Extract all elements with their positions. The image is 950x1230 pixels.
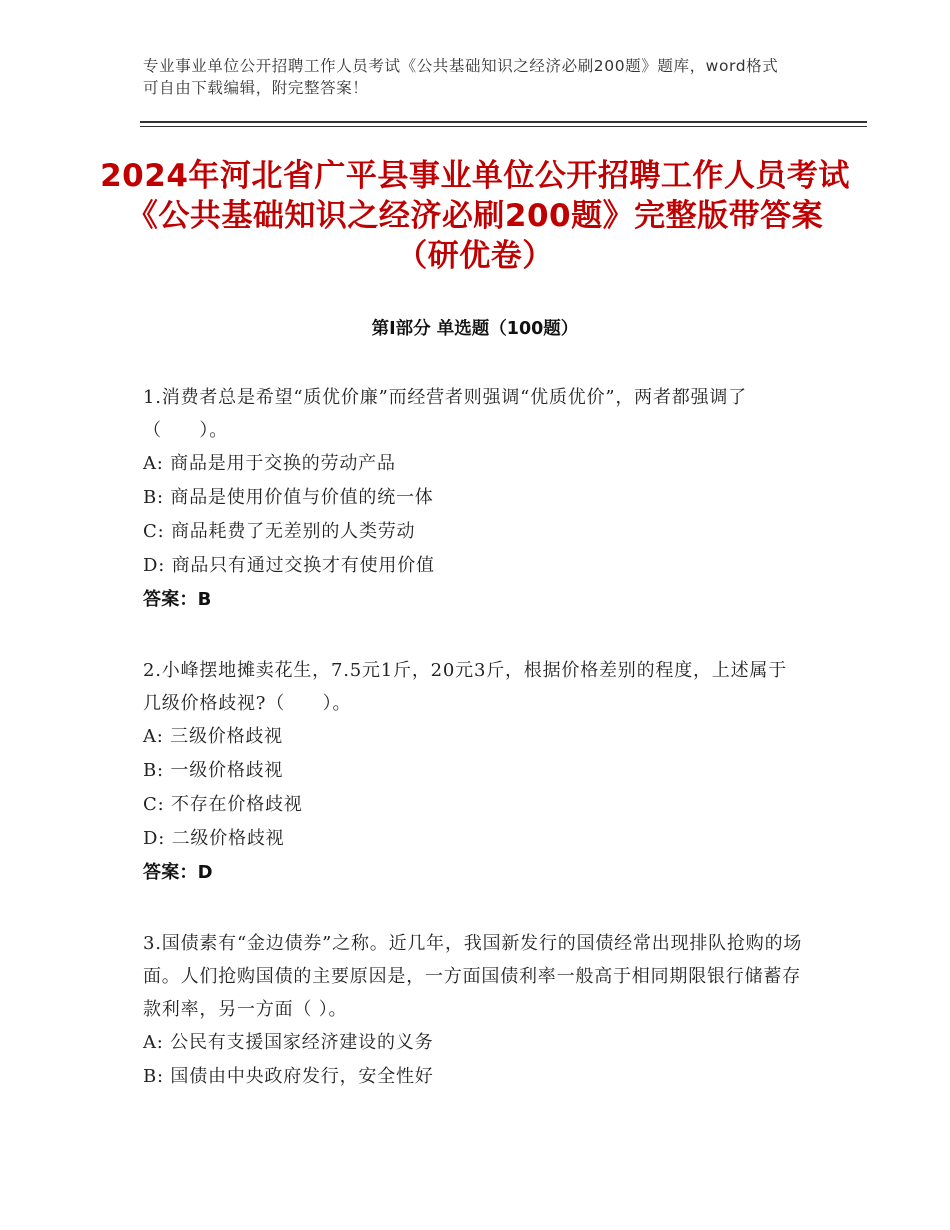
header-divider-thin	[140, 126, 867, 127]
option-b: B: 商品是使用价值与价值的统一体	[143, 487, 434, 508]
question-text: 2.小峰摆地摊卖花生，7.5元1斤，20元3斤，根据价格差别的程度，上述属于几级价格歧视?（ ）。	[143, 660, 788, 714]
question-text: 3.国债素有“金边债券”之称。近几年，我国新发行的国债经常出现排队抢购的场面。人们抢购国债的主要原因是，一方面国债利率一般高于相同期限银行储蓄存款利率，另一方面（ ）。	[143, 933, 803, 1020]
document-header-note: 专业事业单位公开招聘工作人员考试《公共基础知识之经济必刷200题》题库，word格式可自由下载编辑，附完整答案！	[143, 57, 779, 97]
option-c: C: 不存在价格歧视	[143, 794, 303, 815]
header-divider-thick	[140, 121, 867, 123]
question-3	[143, 927, 803, 1094]
option-b: B: 国债由中央政府发行，安全性好	[143, 1066, 434, 1087]
question-text: 1.消费者总是希望“质优价廉”而经营者则强调“优质优价”，两者都强调了（ ）。	[143, 387, 747, 441]
option-a: A: 三级价格歧视	[143, 726, 283, 747]
option-b: B: 一级价格歧视	[143, 760, 284, 781]
option-a: A: 商品是用于交换的劳动产品	[143, 453, 396, 474]
answer: 答案：B	[143, 589, 212, 610]
option-a: A: 公民有支援国家经济建设的义务	[143, 1032, 434, 1053]
option-d: D: 商品只有通过交换才有使用价值	[143, 555, 435, 576]
document-title: 2024年河北省广平县事业单位公开招聘工作人员考试《公共基础知识之经济必刷200题》完整版带答案（研优卷）	[100, 158, 850, 274]
answer: 答案：D	[143, 862, 213, 883]
section-heading: 第Ⅰ部分 单选题（100题）	[371, 319, 579, 339]
question-2	[143, 654, 803, 890]
option-d: D: 二级价格歧视	[143, 828, 285, 849]
question-1	[143, 381, 803, 617]
option-c: C: 商品耗费了无差别的人类劳动	[143, 521, 416, 542]
